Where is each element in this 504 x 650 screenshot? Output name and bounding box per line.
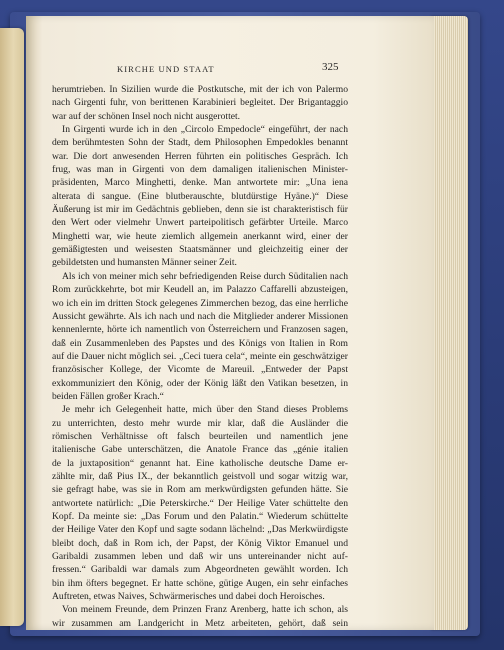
text-line: bin ihm öfters begegnet. Er hatte schöne, gütige Augen, ein sehr einfaches <box>52 577 348 589</box>
left-page-edge <box>0 28 24 626</box>
text-line: Je mehr ich Gelegenheit hatte, mich über den Stand dieses Problems <box>62 404 348 416</box>
text-line: präsidenten, Marco Minghetti, denke. Man antwortete mir: „Una iena <box>52 177 348 189</box>
text-line: kennenlernte, hörte ich namentlich von Österreichern und Franzosen sagen, <box>52 324 348 336</box>
page-edges <box>430 16 468 630</box>
text-line: Auftreten, etwas Naives, Schwärmerisches und dabei doch Heroisches. <box>52 591 325 603</box>
text-line: Garibaldi zusammen leben und daß wir uns untereinander nicht auf- <box>52 551 348 563</box>
text-line: exkommuniziert den König, oder der König läßt den Vatikan besetzen, in <box>52 377 348 389</box>
text-line: fressen.“ Garibaldi war damals zum Abgeordneten gewählt worden. Ich <box>52 564 348 576</box>
text-line: auf die Dauer nicht möglich sei. „Ceci tuera cela“, meinte ein geschwätziger <box>52 350 348 362</box>
text-line: sie gefragt habe, was sie in Rom am merkwürdigsten gefunden hätte. Sie <box>52 484 348 496</box>
text-line: Rom zurückkehrte, bot mir Keudell an, im Palazzo Caffarelli abzusteigen, <box>52 284 348 296</box>
page-number: 325 <box>322 61 339 73</box>
body-text <box>52 83 348 630</box>
text-line: französischer Kollege, der Vicomte de Mareuil. „Entweder der Papst <box>52 364 348 376</box>
text-line: Als ich von meiner mich sehr befriedigenden Reise durch Süditalien nach <box>62 270 348 282</box>
text-line: zählte mir, daß Pius IX., der bekanntlich geistvoll und sogar witzig war, <box>52 470 348 482</box>
text-line: bleibt doch, daß in Rom ich, der Papst, der König Viktor Emanuel und <box>52 537 348 549</box>
text-line: italienische Gabe unterschätzen, die Anatole France das „génie italien <box>52 444 348 456</box>
text-line: dem berühmtesten Sohn der Stadt, dem Philosophen Empedokles benannt <box>52 137 348 149</box>
text-line: Minghetti war, wie heute ziemlich allgemein anerkannt wird, einer der <box>52 230 348 242</box>
text-line: Äußerung ist mir im Gedächtnis geblieben, denn sie ist charakteristisch für <box>52 204 348 216</box>
running-head: KIRCHE UND STAAT <box>117 64 215 74</box>
text-line: der Heilige Vater den Kopf und sagte sodann lächelnd: „Das Merkwürdigste <box>52 524 348 536</box>
text-line: de la juxtaposition“ genannt hat. Eine katholische deutsche Dame er- <box>52 457 348 469</box>
text-line: alterata di sangue. (Eine blutberauschte, blutdürstige Hyäne.)“ Diese <box>52 190 348 202</box>
text-line: Von meinem Freunde, dem Prinzen Franz Arenberg, hatte ich schon, als <box>62 604 348 616</box>
text-line: Kopf. Da meinte sie: „Das Forum und den Palatin.“ Wiederum schüttelte <box>52 511 348 522</box>
text-line: den Wert oder vielmehr Unwert parteipolitisch gefärbter Urteile. Marco <box>52 217 348 229</box>
text-line: antwortete natürlich: „Die Peterskirche.“ Der Heilige Vater schüttelte den <box>52 497 348 509</box>
text-line: wo ich ein im dritten Stock gelegenes Zimmerchen bezog, das eine herrliche <box>52 297 348 309</box>
text-line: nach Girgenti fuhr, von berittenen Karabinieri begleitet. Der Brigantaggio <box>52 97 348 109</box>
text-line: beiden Fällen großer Krach.“ <box>52 390 164 402</box>
text-line: daß ein Zusammenleben des Papstes und des Königs von Italien in Rom <box>52 337 348 349</box>
text-line: wir zusammen am Landgericht in Metz arbeiteten, gehört, daß sein <box>52 617 348 629</box>
text-line: In Girgenti wurde ich in den „Circolo Empedocle“ eingeführt, der nach <box>62 124 348 136</box>
text-line: frug, was man in Girgenti von dem damaligen italienischen Minister- <box>52 164 348 176</box>
text-line: herumtrieben. In Sizilien wurde die Postkutsche, mit der ich von Palermo <box>52 84 348 95</box>
text-line: gemäßigtesten und weisesten Staatsmänner und gleichzeitig einer der <box>52 244 348 256</box>
text-line: Aussicht gewährte. Als ich nach und nach die Mitglieder anderer Missionen <box>52 310 348 322</box>
text-line: war auf der schönen Insel noch nicht ausgerottet. <box>52 110 241 122</box>
text-line: war. Die dort anwesenden Herren führten ein politisches Gespräch. Ich <box>52 150 348 162</box>
text-line: zu unterrichten, desto mehr wurde mir klar, daß die Ausländer die <box>52 417 348 429</box>
text-line: römischen Verhältnisse oft falsch beurteilen und namentlich jene <box>52 430 348 442</box>
text-line: gebildetsten und humansten Männer seiner Zeit. <box>52 257 237 269</box>
